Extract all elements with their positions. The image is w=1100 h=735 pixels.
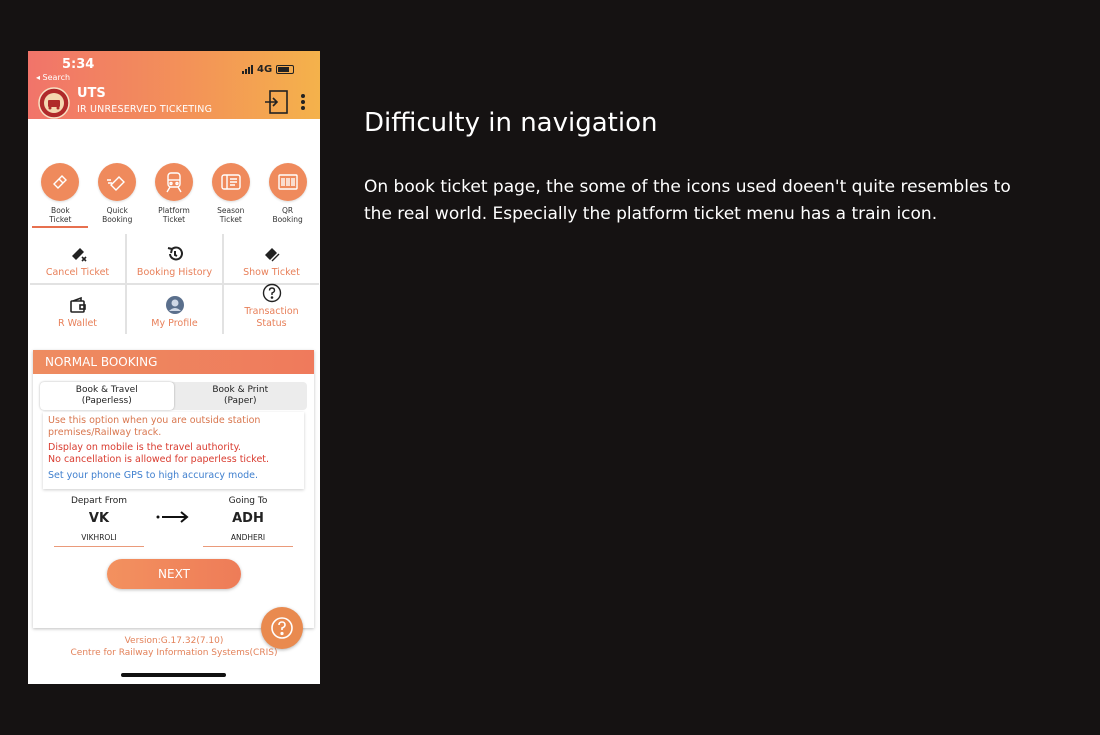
login-icon[interactable] — [264, 90, 288, 114]
home-indicator[interactable] — [121, 673, 226, 677]
tab-label: Season Ticket — [217, 206, 245, 224]
transaction-status-button[interactable] — [224, 285, 319, 334]
status-indicators — [242, 64, 294, 75]
train-icon — [155, 163, 193, 201]
menu-label: Show Ticket — [243, 267, 300, 278]
help-button[interactable] — [261, 607, 303, 649]
menu-grid — [30, 234, 319, 334]
normal-booking-header: NORMAL BOOKING — [33, 350, 314, 374]
show-ticket-icon — [262, 244, 282, 264]
tab-label: Book Ticket — [32, 206, 88, 228]
tab-qr-booking[interactable] — [259, 163, 316, 228]
going-name: ANDHERI — [203, 533, 293, 547]
menu-label: Transaction Status — [244, 306, 299, 329]
going-to-station[interactable] — [203, 496, 293, 547]
menu-label: Cancel Ticket — [45, 267, 110, 278]
tab-season-ticket[interactable] — [202, 163, 259, 228]
battery-icon — [276, 65, 294, 74]
menu-label: Booking History — [136, 267, 213, 278]
tab-quick-booking[interactable] — [89, 163, 146, 228]
tab-platform-ticket[interactable] — [146, 163, 203, 228]
app-header — [28, 51, 320, 119]
app-title: UTS — [77, 86, 106, 101]
tab-label: Platform Ticket — [158, 206, 190, 224]
help-icon — [270, 616, 294, 640]
next-button[interactable]: NEXT — [107, 559, 241, 589]
going-code: ADH — [232, 511, 264, 526]
menu-label: My Profile — [151, 318, 198, 329]
tab-book-ticket[interactable] — [32, 163, 89, 228]
booking-history-button[interactable] — [127, 234, 222, 283]
more-options-icon[interactable] — [300, 93, 306, 111]
cancel-ticket-button[interactable] — [30, 234, 125, 283]
profile-icon — [165, 295, 185, 315]
qr-code-icon — [269, 163, 307, 201]
org-text: Centre for Railway Information Systems(CRIS) — [70, 648, 278, 658]
quick-ticket-icon — [98, 163, 136, 201]
paperless-option[interactable]: Book & Travel (Paperless) — [40, 382, 174, 410]
normal-booking-card — [33, 350, 314, 628]
show-ticket-button[interactable] — [224, 234, 319, 283]
depart-name: VIKHROLI — [54, 533, 144, 547]
depart-label: Depart From — [70, 496, 128, 506]
annotation-heading: Difficulty in navigation — [364, 108, 658, 138]
wallet-icon — [68, 295, 88, 315]
r-wallet-button[interactable] — [30, 285, 125, 334]
depart-code: VK — [88, 511, 110, 526]
network-type: 4G — [257, 64, 273, 75]
status-time: 5:34 — [62, 57, 95, 72]
booking-type-tabs — [28, 163, 320, 228]
tab-label: QR Booking — [272, 206, 303, 224]
info-text-red-1: Display on mobile is the travel authority. — [48, 442, 241, 453]
paper-option[interactable]: Book & Print (Paper) — [212, 385, 269, 406]
menu-label: R Wallet — [57, 318, 98, 329]
signal-icon — [242, 65, 253, 74]
ticket-icon — [41, 163, 79, 201]
back-to-search-link[interactable]: ◂ Search — [36, 73, 71, 82]
arrow-right-icon — [156, 510, 190, 524]
depart-from-station[interactable] — [54, 496, 144, 547]
tab-label: Quick Booking — [102, 206, 133, 224]
cancel-ticket-icon — [68, 244, 88, 264]
booking-info-box — [43, 412, 304, 489]
going-label: Going To — [228, 496, 268, 506]
phone-screen — [28, 51, 320, 684]
app-subtitle: IR UNRESERVED TICKETING — [77, 104, 213, 115]
indian-railways-logo — [38, 87, 70, 119]
info-text-blue: Set your phone GPS to high accuracy mode. — [48, 470, 259, 481]
version-text: Version:G.17.32(7.10) — [124, 636, 224, 646]
question-icon — [262, 283, 282, 303]
my-profile-button[interactable] — [127, 285, 222, 334]
info-text-orange: Use this option when you are outside station premises/Railway track. — [48, 415, 261, 438]
info-text-red-2: No cancellation is allowed for paperless ticket. — [48, 453, 270, 465]
ticket-mode-toggle — [40, 382, 307, 410]
season-ticket-icon — [212, 163, 250, 201]
history-icon — [165, 244, 185, 264]
annotation-body: On book ticket page, the some of the icons used doeen't quite resembles to the real world. Especially the platform ticket menu has a train icon. — [364, 177, 1011, 224]
